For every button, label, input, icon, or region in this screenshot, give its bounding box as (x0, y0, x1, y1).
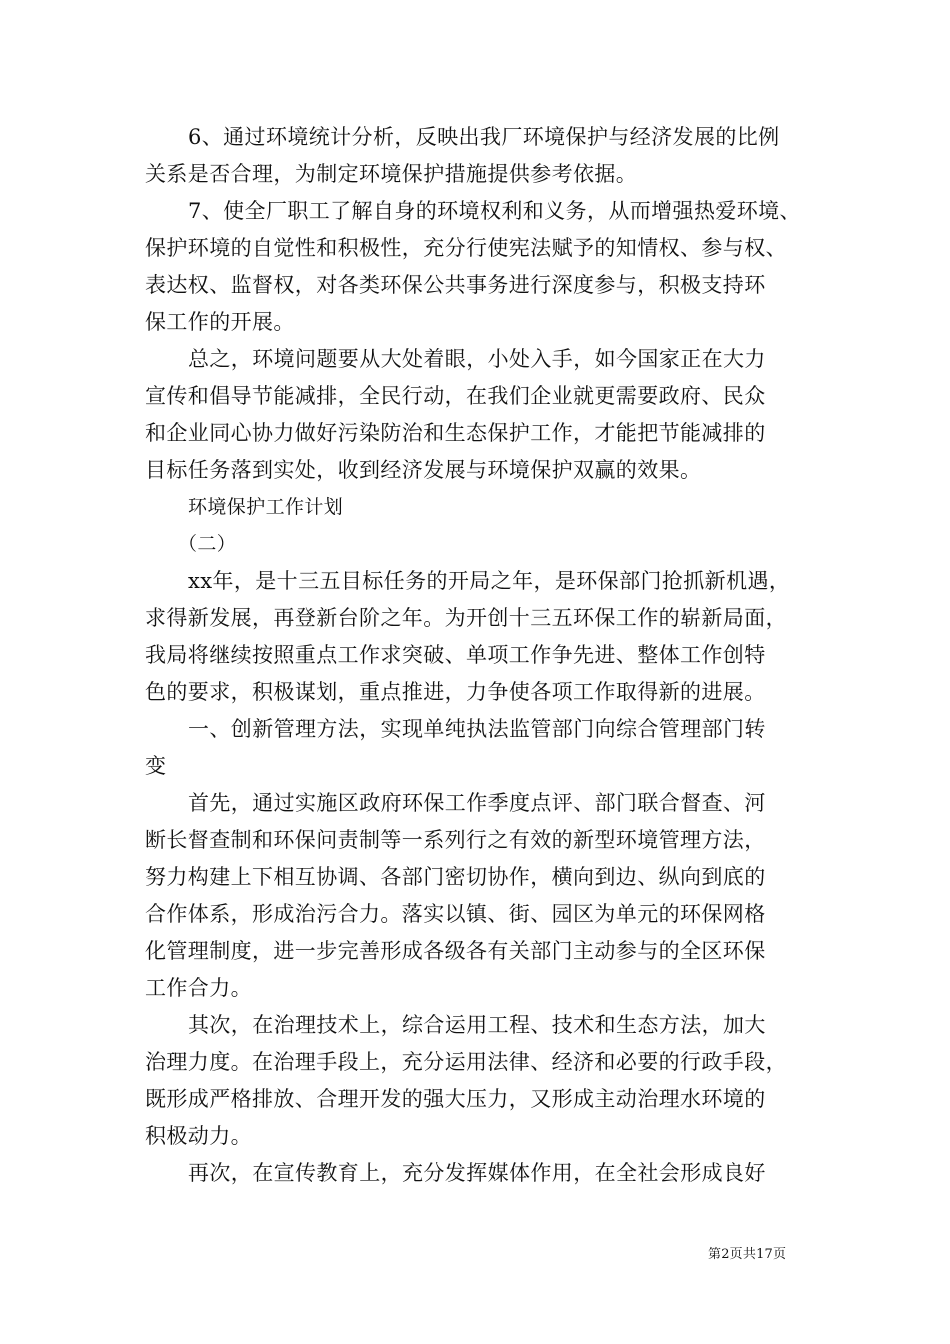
section-number: （二） (178, 533, 237, 555)
paragraph-line: 工作合力。 (145, 976, 252, 1000)
subheading-line: 一、创新管理方法，实现单纯执法监管部门向综合管理部门转 (188, 717, 766, 741)
paragraph-line: 目标任务落到实处，收到经济发展与环境保护双赢的效果。 (145, 458, 702, 482)
paragraph-line: 保工作的开展。 (145, 310, 295, 334)
paragraph-line: xx年，是十三五目标任务的开局之年，是环保部门抢抓新机遇， (188, 569, 791, 593)
paragraph-line: 7、使全厂职工了解自身的环境权利和义务，从而增强热爱环境、 (188, 199, 801, 223)
paragraph-line: 再次，在宣传教育上，充分发挥媒体作用，在全社会形成良好 (188, 1161, 766, 1185)
page-number-footer: 第2页共17页 (708, 1247, 787, 1262)
paragraph-line: 既形成严格排放、合理开发的强大压力，又形成主动治理水环境的 (145, 1087, 766, 1111)
paragraph-line: 化管理制度，进一步完善形成各级各有关部门主动参与的全区环保 (145, 939, 766, 963)
paragraph-line: 6、通过环境统计分析，反映出我厂环境保护与经济发展的比例 (188, 125, 780, 149)
section-title: 环境保护工作计划 (188, 496, 344, 518)
paragraph-line: 合作体系，形成治污合力。落实以镇、街、园区为单元的环保网格 (145, 902, 766, 926)
paragraph-line: 积极动力。 (145, 1124, 252, 1148)
paragraph-line: 色的要求，积极谋划，重点推进，力争使各项工作取得新的进展。 (145, 680, 766, 704)
subheading-line: 变 (145, 754, 167, 778)
paragraph-line: 和企业同心协力做好污染防治和生态保护工作，才能把节能减排的 (145, 421, 766, 445)
paragraph-line: 表达权、监督权，对各类环保公共事务进行深度参与，积极支持环 (145, 273, 766, 297)
paragraph-line: 其次，在治理技术上，综合运用工程、技术和生态方法，加大 (188, 1013, 766, 1037)
paragraph-line: 保护环境的自觉性和积极性，充分行使宪法赋予的知情权、参与权、 (145, 236, 787, 260)
paragraph-line: 努力构建上下相互协调、各部门密切协作，横向到边、纵向到底的 (145, 865, 766, 889)
paragraph-line: 我局将继续按照重点工作求突破、单项工作争先进、整体工作创特 (145, 643, 766, 667)
paragraph-line: 总之，环境问题要从大处着眼，小处入手，如今国家正在大力 (188, 347, 766, 371)
paragraph-line: 断长督查制和环保问责制等一系列行之有效的新型环境管理方法， (145, 828, 766, 852)
paragraph-line: 治理力度。在治理手段上，充分运用法律、经济和必要的行政手段， (145, 1050, 787, 1074)
paragraph-line: 关系是否合理，为制定环境保护措施提供参考依据。 (145, 162, 638, 186)
paragraph-line: 求得新发展，再登新台阶之年。为开创十三五环保工作的崭新局面， (145, 606, 787, 630)
paragraph-line: 首先，通过实施区政府环保工作季度点评、部门联合督查、河 (188, 791, 766, 815)
paragraph-line: 宣传和倡导节能减排，全民行动，在我们企业就更需要政府、民众 (145, 384, 766, 408)
